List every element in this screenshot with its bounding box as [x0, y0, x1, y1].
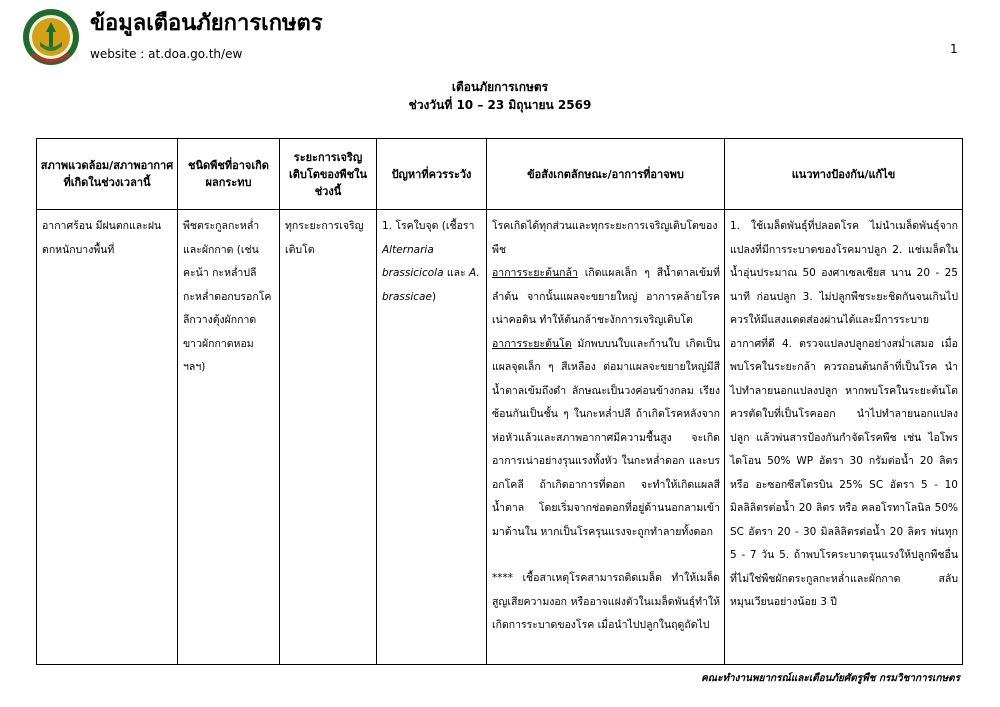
cell-crops: พืชตระกูลกะหล่ำและผักกาด (เช่นคะน้า กะหล่ำปลีกะหล่ำดอกบรอกโคลีกวางตุ้งผักกาดขาวผักกาดหอมฯลฯ): [178, 210, 280, 665]
pathogen-1: Alternaria brassicicola: [382, 243, 444, 279]
symptoms-mature: [492, 333, 720, 545]
site-title: ข้อมูลเตือนภัยการเกษตร: [90, 11, 323, 36]
mature-label: อาการระยะต้นโต: [492, 337, 572, 350]
header-stage: ระยะการเจริญเติบโตของพืชในช่วงนี้: [280, 139, 377, 210]
cell-condition: อากาศร้อน มีฝนตกและฝนตกหนักบางพื้นที่: [37, 210, 178, 665]
doa-logo: [22, 8, 80, 66]
header-prevention: แนวทางป้องกัน/แก้ไข: [725, 139, 963, 210]
header-problem: ปัญหาที่ควรระวัง: [377, 139, 487, 210]
cell-problem: [377, 210, 487, 665]
page-number: 1: [950, 42, 958, 56]
cell-prevention: 1. ใช้เมล็ดพันธุ์ที่ปลอดโรค ไม่นำเมล็ดพันธุ์จากแปลงที่มีการระบาดของโรคมาปลูก 2. แช่เมล็ดในน้ำอุ่นประมาณ 50 องศาเซลเซียส นาน 20 - 25 นาที ก่อนปลูก 3. ไม่ปลูกพืชระยะชิดกันจนเกินไป ควรให้มีแสงแดดส่องผ่านได้และมีการระบายอากาศที่ดี 4. ตรวจแปลงปลูกอย่างสม่ำเสมอ เมื่อพบโรคในระยะกล้า ควรถอนต้นกล้าที่เป็นโรค นำไปทำลายนอกแปลงปลูก หากพบโรคในระยะต้นโต ควรตัดใบที่เป็นโรคออก นำไปทำลายนอกแปลงปลูก แล้วพ่นสารป้องกันกำจัดโรคพืช เช่น ไอโพรไดโอน 50% WP อัตรา 30 กรัมต่อน้ำ 20 ลิตร หรือ อะซอกซีสโตรบิน 25% SC อัตรา 5 - 10 มิลลิลิตรต่อน้ำ 20 ลิตร หรือ คลอโรทาโลนิล 50% SC อัตรา 20 - 30 มิลลิลิตรต่อน้ำ 20 ลิตร พ่นทุก 5 - 7 วัน 5. ถ้าพบโรคระบาดรุนแรงให้ปลูกพืชอื่นที่ไม่ใช่พืชผักตระกูลกะหล่ำและผักกาด สลับหมุนเวียนอย่างน้อย 3 ปี: [725, 210, 963, 665]
spacer: [492, 544, 720, 567]
cell-stage: ทุกระยะการเจริญเติบโต: [280, 210, 377, 665]
table-header-row: [37, 139, 963, 210]
seedling-text: เกิดแผลเล็ก ๆ สีน้ำตาลเข้มที่ลำต้น จากนั้นแผลจะขยายใหญ่ อาการคล้ายโรคเน่าคอดิน ทำให้ต้นกล้าชะงักการเจริญเติบโต: [492, 267, 720, 326]
header-crops: ชนิดพืชที่อาจเกิดผลกระทบ: [178, 139, 280, 210]
pathogen-2: A. brassicae: [382, 267, 480, 303]
footer-credit: คณะทำงานพยากรณ์และเตือนภัยศัตรูพืช กรมวิชาการเกษตร: [701, 673, 960, 684]
problem-prefix: 1. โรคใบจุด (เชื้อรา: [382, 220, 475, 232]
seed-note: **** เชื้อสาเหตุโรคสามารถติดเมล็ด ทำให้เมล็ดสูญเสียความงอก หรืออาจแฝงตัวในเมล็ดพันธุ์ทำให้เกิดการระบาดของโรค เมื่อนำไปปลูกในฤดูถัดไป: [492, 572, 720, 631]
warning-table: [36, 138, 963, 665]
header-symptoms: ข้อสังเกตลักษณะ/อาการที่อาจพบ: [487, 139, 725, 210]
table-row: [37, 210, 963, 665]
cell-symptoms: [487, 210, 725, 665]
document-period: ช่วงวันที่ 10 – 23 มิถุนายน 2569: [408, 98, 592, 112]
symptoms-seedling: [492, 262, 720, 333]
header-condition: สภาพแวดล้อม/สภาพอากาศที่เกิดในช่วงเวลานี้: [37, 139, 178, 210]
site-url[interactable]: website : at.doa.go.th/ew: [90, 47, 243, 61]
document-title: เตือนภัยการเกษตร: [451, 80, 549, 94]
problem-suffix: ): [431, 290, 437, 303]
symptoms-intro: โรคเกิดได้ทุกส่วนและทุกระยะการเจริญเติบโตของพืช: [492, 220, 718, 256]
mature-text: มักพบบนใบและก้านใบ เกิดเป็นแผลจุดเล็ก ๆ สีเหลือง ต่อมาแผลจะขยายใหญ่มีสีน้ำตาลเข้มถึงดำ ลักษณะเป็นวงค่อนข้างกลม เรียงซ้อนกันเป็นชั้น ๆ ในกะหล่ำปลี ถ้าเกิดโรคหลังจากห่อหัวแล้วและสภาพอากาศมีความชื้นสูง จะเกิดอาการเน่าอย่างรุนแรงทั้งหัว ในกะหล่ำดอก และบรอกโคลี ถ้าเกิดอาการที่ดอก จะทำให้เกิดแผลสีน้ำตาล โดยเริ่มจากช่อดอกที่อยู่ด้านนอกลามเข้ามาด้านใน หากเป็นโรครุนแรงจะถูกทำลายทั้งดอก: [492, 337, 720, 538]
seedling-label: อาการระยะต้นกล้า: [492, 267, 578, 279]
problem-and: และ: [443, 267, 470, 279]
